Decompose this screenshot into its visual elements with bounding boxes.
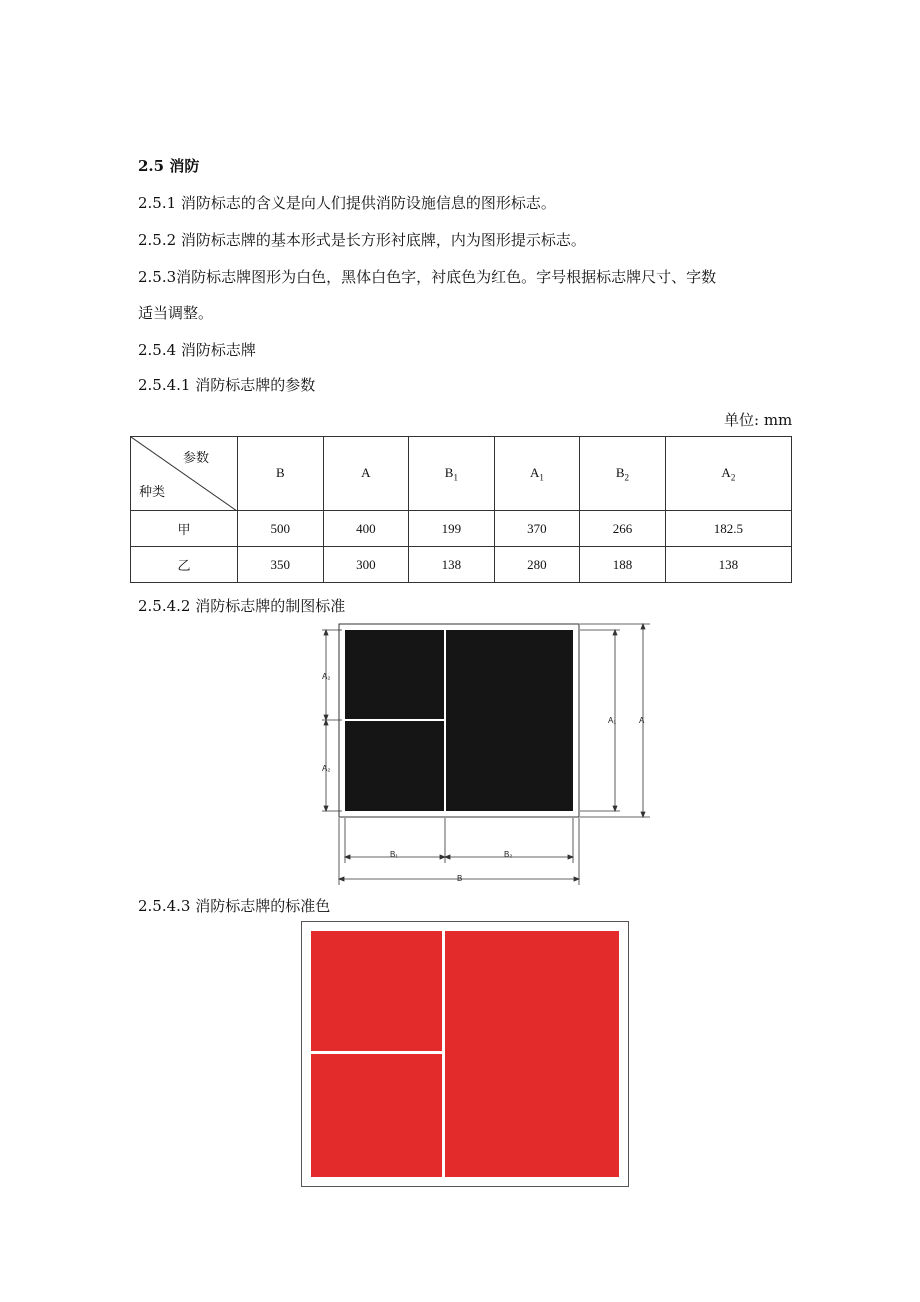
table-row — [131, 511, 792, 547]
table-cell: 138 — [409, 547, 495, 583]
standard-color-sign — [301, 921, 630, 1188]
label-b: B — [457, 874, 463, 883]
table-row — [131, 547, 792, 583]
table-cell: 266 — [580, 511, 666, 547]
label-b2: B₂ — [504, 850, 513, 859]
color-panel-bottom-left — [311, 1054, 442, 1177]
row-type: 乙 — [131, 547, 238, 583]
paragraph-2-5-3: 2.5.3消防标志牌图形为白色，黑体白色字，衬底色为红色。字号根据标志牌尺寸、字数 — [138, 268, 717, 286]
label-a2-top: A₂ — [322, 672, 331, 681]
label-b1: B₁ — [390, 850, 399, 859]
paragraph-2-5-4-2: 2.5.4.2 消防标志牌的制图标准 — [138, 597, 346, 615]
table-cell: 300 — [323, 547, 409, 583]
paragraph-2-5-2: 2.5.2 消防标志牌的基本形式是长方形衬底牌，内为图形提示标志。 — [138, 231, 586, 249]
table-cell: 182.5 — [665, 511, 791, 547]
paragraph-2-5-4: 2.5.4 消防标志牌 — [138, 341, 256, 359]
column-header: $A_1$ — [494, 437, 580, 511]
table-header-row — [131, 437, 792, 511]
table-cell: 188 — [580, 547, 666, 583]
column-header: $B_2$ — [580, 437, 666, 511]
paragraph-2-5-1: 2.5.1 消防标志的含义是向人们提供消防设施信息的图形标志。 — [138, 194, 556, 212]
label-a2-bottom: A₂ — [322, 764, 331, 773]
table-cell: 280 — [494, 547, 580, 583]
paragraph-2-5-4-1: 2.5.4.1 消防标志牌的参数 — [138, 376, 316, 394]
technical-drawing — [310, 615, 660, 890]
paragraph-2-5-4-3: 2.5.4.3 消防标志牌的标准色 — [138, 897, 331, 915]
column-header: B — [238, 437, 324, 511]
label-a1: A₁ — [608, 716, 617, 725]
drawing-panel-right — [446, 630, 573, 811]
table-cell: 350 — [238, 547, 324, 583]
paragraph-2-5-3-cont: 适当调整。 — [138, 304, 214, 322]
column-header: $B_1$ — [409, 437, 495, 511]
column-header: $A_2$ — [665, 437, 791, 511]
color-panel-top-left — [311, 931, 442, 1051]
corner-label-type: 种类 — [139, 484, 166, 499]
table-cell: 500 — [238, 511, 324, 547]
row-type: 甲 — [131, 511, 238, 547]
section-heading: 2.5 消防 — [138, 157, 200, 175]
drawing-panel-bottom-left — [345, 721, 444, 811]
parameters-table — [130, 436, 792, 583]
color-panel-right — [445, 931, 619, 1177]
table-corner-cell — [131, 437, 238, 511]
corner-label-params: 参数 — [182, 450, 209, 465]
unit-label: 单位: mm — [724, 411, 793, 429]
column-header: A — [323, 437, 409, 511]
table-cell: 199 — [409, 511, 495, 547]
table-cell: 138 — [665, 547, 791, 583]
table-cell: 370 — [494, 511, 580, 547]
table-cell: 400 — [323, 511, 409, 547]
drawing-panel-top-left — [345, 630, 444, 719]
label-a: A — [639, 716, 645, 725]
